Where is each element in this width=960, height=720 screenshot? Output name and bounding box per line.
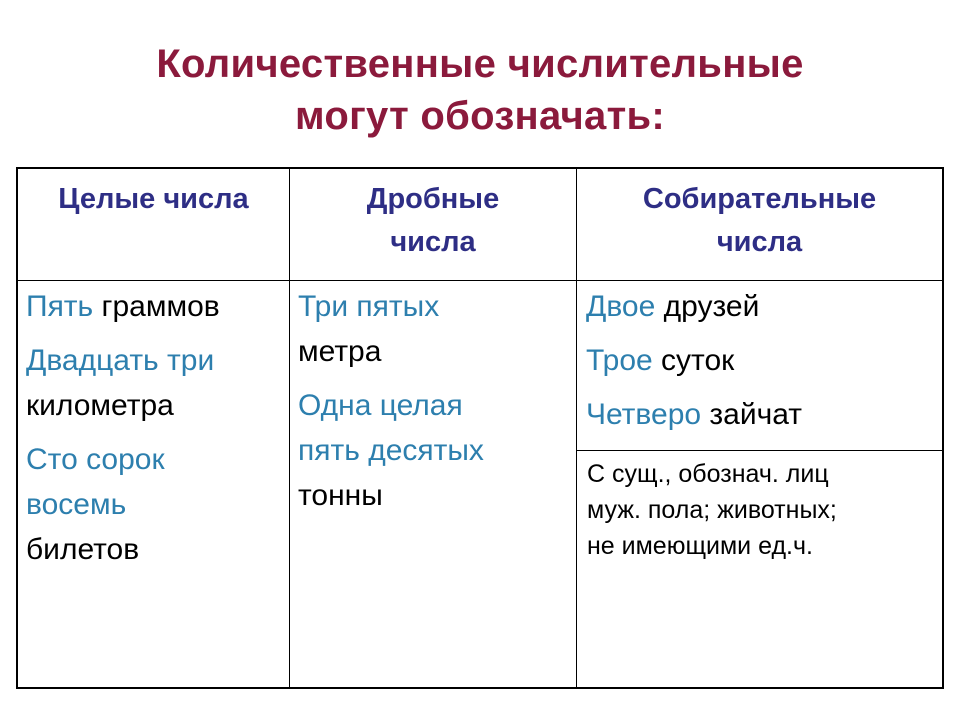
header-whole-numbers-label: Целые числа <box>58 183 249 215</box>
numeral: Трое <box>586 344 653 377</box>
fractional-numbers-cell <box>298 282 574 518</box>
list-item <box>26 338 288 428</box>
numeral: Три пятых <box>298 290 440 323</box>
page-title-line-1: Количественные числительные <box>156 42 804 86</box>
header-collective-numbers <box>577 169 942 281</box>
noun: километра <box>26 389 174 422</box>
noun: зайчат <box>709 398 803 431</box>
list-item <box>298 383 574 518</box>
list-item <box>586 284 940 329</box>
list-item <box>586 392 940 437</box>
noun: билетов <box>26 533 140 566</box>
noun: тонны <box>298 479 383 512</box>
collective-numbers-cell <box>586 282 940 437</box>
numeral-line-2: пять десятых <box>298 434 484 467</box>
noun: друзей <box>663 290 760 323</box>
collective-usage-note <box>587 456 939 564</box>
header-fractional-line-2: числа <box>390 226 476 258</box>
whole-numbers-cell <box>26 282 288 572</box>
noun: граммов <box>101 290 220 323</box>
noun: метра <box>298 335 382 368</box>
header-fractional-numbers <box>290 169 576 281</box>
numeral-line-1: Одна целая <box>298 389 463 422</box>
list-item <box>26 437 288 572</box>
numeral: Двое <box>586 290 656 323</box>
header-collective-line-2: числа <box>716 226 803 258</box>
numeral: Четверо <box>586 398 702 431</box>
header-fractional-line-1: Дробные <box>366 183 500 215</box>
collective-note-divider <box>577 450 943 451</box>
page-title-line-2: могут обозначать: <box>294 94 665 138</box>
list-item <box>26 284 288 329</box>
note-line-3: не имеющими ед.ч. <box>587 532 813 560</box>
note-line-2: муж. пола; животных; <box>587 496 837 524</box>
list-item <box>586 338 940 383</box>
numerals-table <box>16 167 944 689</box>
note-line-1: С сущ., обознач. лиц <box>587 460 829 488</box>
numeral-line-1: Сто сорок <box>26 443 165 476</box>
numeral-line-2: восемь <box>26 488 127 521</box>
numeral: Пять <box>26 290 94 323</box>
header-collective-line-1: Собирательные <box>642 183 877 215</box>
header-whole-numbers <box>18 169 289 281</box>
numeral: Двадцать три <box>26 344 215 377</box>
noun: суток <box>661 344 735 377</box>
page-title <box>0 38 960 142</box>
list-item <box>298 284 574 374</box>
